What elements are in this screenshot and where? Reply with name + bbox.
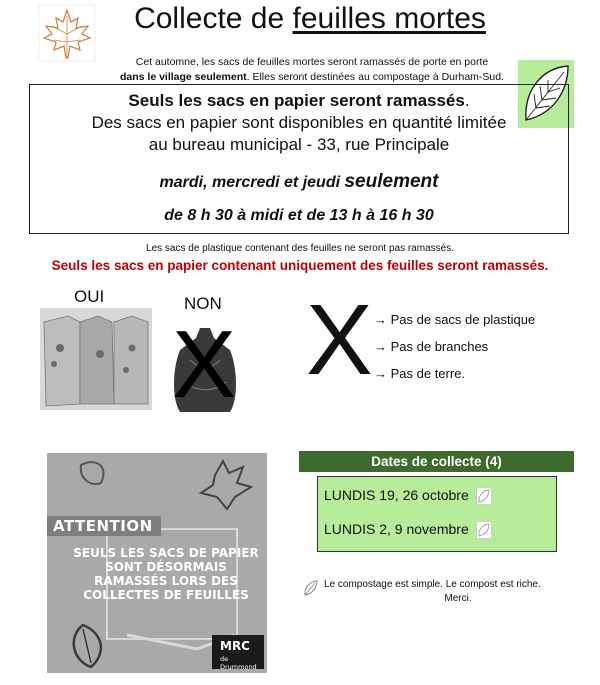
attention-banner: ATTENTION [47,516,161,536]
list-item: LUNDIS 19, 26 octobre [324,487,492,505]
office-days: mardi, mercredi et jeudi seulement [159,171,439,192]
list-item: → Pas de terre. [374,366,466,381]
no-label: NON [184,294,222,313]
paper-only-warning: Seuls les sacs en papier contenant uniquement des feuilles seront ramassés. [51,258,549,273]
leaf-icon [302,578,320,598]
list-item: LUNDIS 2, 9 novembre [324,521,492,539]
page-title: Collecte de feuilles mortes [134,2,486,35]
maple-leaf-icon [38,4,96,62]
list-item: → Pas de branches [374,339,489,354]
attention-poster [47,453,267,673]
paper-only-notice: Seuls les sacs en papier seront ramassés. [128,91,470,110]
office-hours: de 8 h 30 à midi et de 13 h à 16 h 30 [164,207,434,224]
collection-dates-heading: Dates de collecte (4) [299,451,574,472]
poster-message: SEULS LES SACS DE PAPIER SONT DÉSORMAIS RAMASSÉS LORS DES COLLECTES DE FEUILLES [73,546,259,602]
compost-message: Le compostage est simple. Le compost est riche. Merci. [302,578,592,606]
forbidden-x-mark: X [306,284,373,396]
paper-bags-photo [40,308,152,410]
intro-text: Cet automne, les sacs de feuilles mortes seront ramassés de porte en porte dans le village seulement. Elles seront destinées au compostage à Durham-Sud. [119,56,505,83]
yes-label: OUI [74,287,105,306]
municipal-office-address: au bureau municipal - 33, rue Principale [148,135,450,154]
paper-bags-info-box [29,84,569,234]
leaf-icon [476,521,492,539]
mrc-drummond-logo: MRC de Drummond [212,635,264,669]
collection-dates-box [317,476,557,552]
list-item: → Pas de sacs de plastique [374,312,536,327]
leaf-icon [476,487,492,505]
forbidden-items-list [374,306,535,387]
plastic-bags-note: Les sacs de plastique contenant des feuilles ne seront pas ramassés. [146,243,454,254]
no-plastic-x-mark: X [172,311,237,418]
availability-text: Des sacs en papier sont disponibles en quantité limitée [91,113,507,132]
